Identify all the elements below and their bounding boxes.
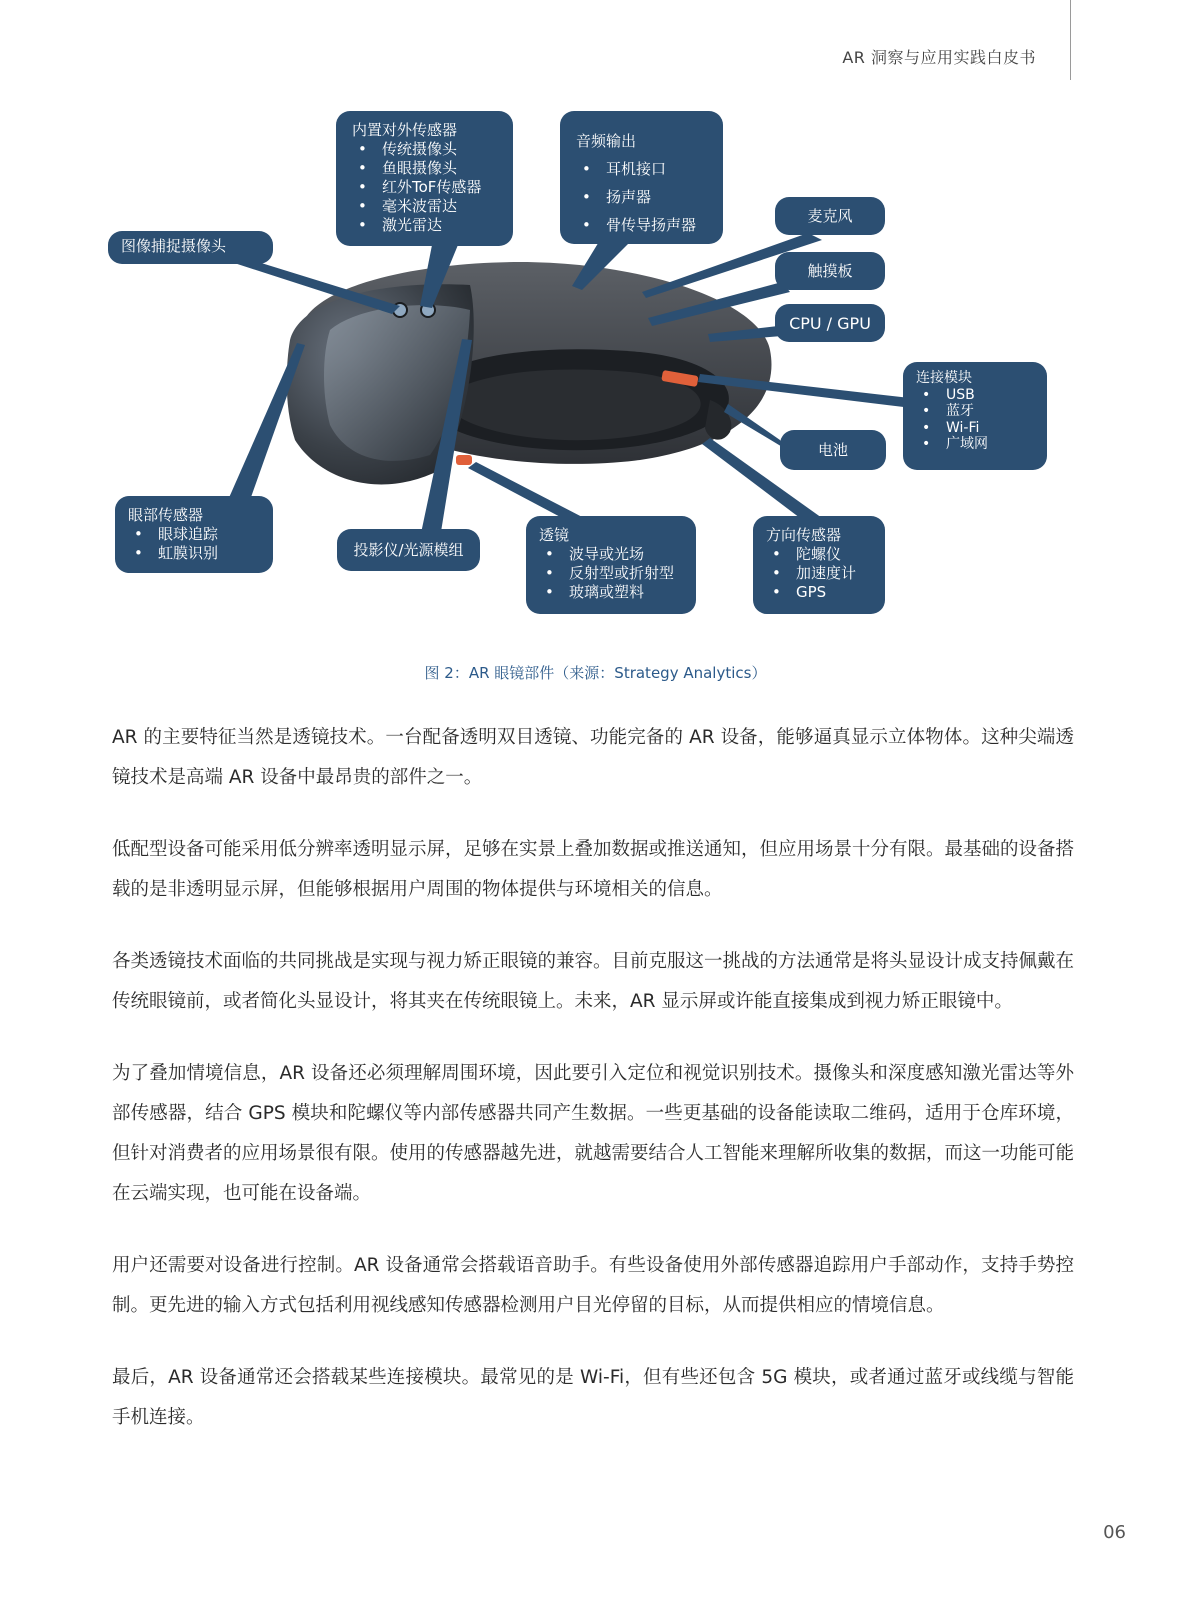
callout-title: 内置对外传感器 bbox=[352, 121, 458, 139]
callout-title: 眼部传感器 bbox=[128, 506, 204, 524]
list-item: • 加速度计 bbox=[766, 564, 885, 583]
callout-image-capture-camera: 图像捕捉摄像头 bbox=[108, 231, 273, 264]
list-item: • 广域网 bbox=[916, 436, 1047, 453]
body-text bbox=[112, 718, 1074, 1470]
list-item: • GPS bbox=[766, 583, 885, 602]
callout-lens bbox=[526, 516, 696, 614]
callout-external-sensors bbox=[336, 111, 513, 246]
callout-audio-output bbox=[560, 111, 723, 244]
list-item: • 骨传导扬声器 bbox=[576, 211, 723, 239]
list-item: • 传统摄像头 bbox=[352, 140, 513, 159]
list-item: • 波导或光场 bbox=[539, 545, 696, 564]
callout-title: 连接模块 bbox=[916, 370, 972, 386]
paragraph: 各类透镜技术面临的共同挑战是实现与视力矫正眼镜的兼容。目前克服这一挑战的方法通常是将头显设计成支持佩戴在传统眼镜前，或者简化头显设计，将其夹在传统眼镜上。未来，AR 显示屏或许能直接集成到视力矫正眼镜中。 bbox=[112, 951, 1075, 1012]
ar-glasses-figure bbox=[0, 0, 1191, 650]
sensor-list bbox=[352, 140, 513, 235]
list-item: • 鱼眼摄像头 bbox=[352, 159, 513, 178]
paragraph: 低配型设备可能采用低分辨率透明显示屏，足够在实景上叠加数据或推送通知，但应用场景十分有限。最基础的设备搭载的是非透明显示屏，但能够根据用户周围的物体提供与环境相关的信息。 bbox=[112, 839, 1075, 900]
audio-list bbox=[576, 155, 723, 239]
callout-title: 音频输出 bbox=[576, 132, 637, 150]
list-item: • 陀螺仪 bbox=[766, 545, 885, 564]
list-item: • 蓝牙 bbox=[916, 403, 1047, 420]
paragraph: AR 的主要特征当然是透镜技术。一台配备透明双目透镜、功能完备的 AR 设备，能够逼真显示立体物体。这种尖端透镜技术是高端 AR 设备中最昂贵的部件之一。 bbox=[112, 727, 1074, 788]
header-title: AR 洞察与应用实践白皮书 bbox=[842, 48, 1036, 67]
list-item: • 激光雷达 bbox=[352, 216, 513, 235]
callout-battery: 电池 bbox=[780, 430, 886, 470]
callout-cpu-gpu: CPU / GPU bbox=[775, 304, 885, 342]
callout-touchpad: 触摸板 bbox=[775, 252, 885, 290]
list-item: • Wi-Fi bbox=[916, 420, 1047, 437]
paragraph: 最后，AR 设备通常还会搭载某些连接模块。最常见的是 Wi-Fi，但有些还包含 5G 模块，或者通过蓝牙或线缆与智能手机连接。 bbox=[112, 1367, 1074, 1428]
page-number: 06 bbox=[1103, 1522, 1126, 1543]
list-item: • 红外ToF传感器 bbox=[352, 178, 513, 197]
connectivity-list bbox=[916, 387, 1047, 453]
list-item: • 眼球追踪 bbox=[128, 525, 273, 544]
list-item: • 虹膜识别 bbox=[128, 544, 273, 563]
callout-title: 方向传感器 bbox=[766, 526, 842, 544]
list-item: • 反射型或折射型 bbox=[539, 564, 696, 583]
list-item: • 毫米波雷达 bbox=[352, 197, 513, 216]
callout-projector: 投影仪/光源模组 bbox=[337, 529, 480, 571]
callout-title: 透镜 bbox=[539, 526, 570, 544]
callout-connectivity bbox=[903, 362, 1047, 470]
eye-sensor-list bbox=[128, 525, 273, 563]
orientation-list bbox=[766, 545, 885, 602]
list-item: • USB bbox=[916, 387, 1047, 404]
paragraph: 为了叠加情境信息，AR 设备还必须理解周围环境，因此要引入定位和视觉识别技术。摄像头和深度感知激光雷达等外部传感器，结合 GPS 模块和陀螺仪等内部传感器共同产生数据。一些更基础的设备能读取二维码，适用于仓库环境，但针对消费者的应用场景很有限。使用的传感器越先进，就越需要结合人工智能来理解所收集的数据，而这一功能可能在云端实现，也可能在设备端。 bbox=[112, 1063, 1075, 1204]
lens-list bbox=[539, 545, 696, 602]
callout-eye-sensors bbox=[115, 496, 273, 573]
paragraph: 用户还需要对设备进行控制。AR 设备通常会搭载语音助手。有些设备使用外部传感器追踪用户手部动作，支持手势控制。更先进的输入方式包括利用视线感知传感器检测用户目光停留的目标，从而提供相应的情境信息。 bbox=[112, 1255, 1074, 1316]
list-item: • 玻璃或塑料 bbox=[539, 583, 696, 602]
callout-microphone: 麦克风 bbox=[775, 197, 885, 235]
list-item: • 扬声器 bbox=[576, 183, 723, 211]
callout-orientation-sensors bbox=[753, 516, 885, 614]
list-item: • 耳机接口 bbox=[576, 155, 723, 183]
figure-caption: 图 2：AR 眼镜部件（来源：Strategy Analytics） bbox=[424, 664, 767, 682]
